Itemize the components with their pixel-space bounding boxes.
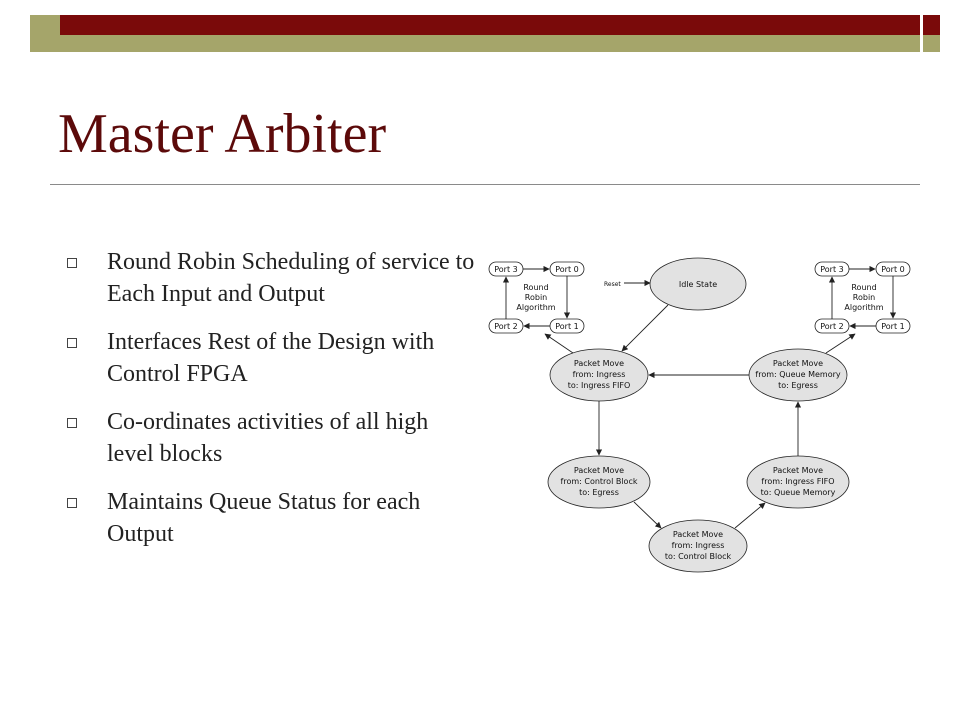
state-queue-mem-to-egress-line-1: Packet Move <box>772 359 824 368</box>
state-fifo-to-queue-mem-line-2: from: Ingress FIFO <box>761 477 835 486</box>
bullet-text: Co-ordinates activities of all high level blocks <box>107 409 429 467</box>
state-ingress-to-control-line-1: Packet Move <box>672 530 724 539</box>
transition-ingress-to-leftports <box>545 334 573 353</box>
corner-block-dark <box>920 15 940 35</box>
top-bar-olive-strip <box>30 35 940 52</box>
state-fifo-to-queue-mem-line-3: to: Queue Memory <box>760 488 836 497</box>
title-divider <box>50 184 920 185</box>
left-rr-line-2: Robin <box>524 293 548 302</box>
left-rr-line-1: Round <box>523 283 549 292</box>
slide-title: Master Arbiter <box>58 103 387 165</box>
state-fifo-to-queue-mem-line-1: Packet Move <box>772 466 824 475</box>
state-ingress-to-fifo-line-2: from: Ingress <box>572 370 626 379</box>
square-bullet-icon <box>67 418 77 428</box>
state-ingress-to-fifo-line-3: to: Ingress FIFO <box>567 381 631 390</box>
corner-block-olive <box>920 35 940 52</box>
state-machine-diagram <box>480 240 930 600</box>
bullet-item <box>60 326 480 390</box>
state-queue-mem-to-egress-line-2: from: Queue Memory <box>755 370 841 379</box>
transition-idle-to-ingress <box>622 305 668 351</box>
transition-queue-to-rightports <box>826 334 855 353</box>
state-ingress-to-fifo-line-1: Packet Move <box>573 359 625 368</box>
bullet-item <box>60 406 480 470</box>
top-bar-dark <box>30 15 940 35</box>
reset-label: Reset <box>604 281 621 288</box>
bullet-item <box>60 486 480 550</box>
state-control-to-egress-line-2: from: Control Block <box>560 477 638 486</box>
transition-control-to-center <box>634 502 661 528</box>
bullet-text: Interfaces Rest of the Design with Control FPGA <box>107 329 435 387</box>
right-port-2-label: Port 2 <box>820 322 844 331</box>
left-port-1-label: Port 1 <box>555 322 579 331</box>
left-rr-line-3: Algorithm <box>516 303 556 312</box>
left-round-robin-group <box>489 262 584 333</box>
right-rr-line-2: Robin <box>852 293 876 302</box>
right-rr-line-3: Algorithm <box>844 303 884 312</box>
square-bullet-icon <box>67 338 77 348</box>
square-bullet-icon <box>67 498 77 508</box>
state-ingress-to-control-line-2: from: Ingress <box>671 541 725 550</box>
bullet-item <box>60 246 480 310</box>
top-bar-olive-accent <box>30 15 60 35</box>
square-bullet-icon <box>67 258 77 268</box>
state-control-to-egress-line-1: Packet Move <box>573 466 625 475</box>
bullet-list <box>60 246 480 566</box>
transition-center-to-fifo <box>735 503 765 528</box>
left-port-0-label: Port 0 <box>555 265 579 274</box>
left-port-2-label: Port 2 <box>494 322 518 331</box>
state-ingress-to-control-line-3: to: Control Block <box>664 552 732 561</box>
right-port-3-label: Port 3 <box>820 265 844 274</box>
right-port-1-label: Port 1 <box>881 322 905 331</box>
bullet-text: Maintains Queue Status for each Output <box>107 489 421 547</box>
state-queue-mem-to-egress-line-3: to: Egress <box>778 381 818 390</box>
idle-state-label: Idle State <box>678 280 718 289</box>
bullet-text: Round Robin Scheduling of service to Each Input and Output <box>107 249 475 307</box>
state-control-to-egress-line-3: to: Egress <box>579 488 619 497</box>
right-round-robin-group <box>815 262 910 333</box>
right-port-0-label: Port 0 <box>881 265 905 274</box>
right-rr-line-1: Round <box>851 283 877 292</box>
left-port-3-label: Port 3 <box>494 265 518 274</box>
